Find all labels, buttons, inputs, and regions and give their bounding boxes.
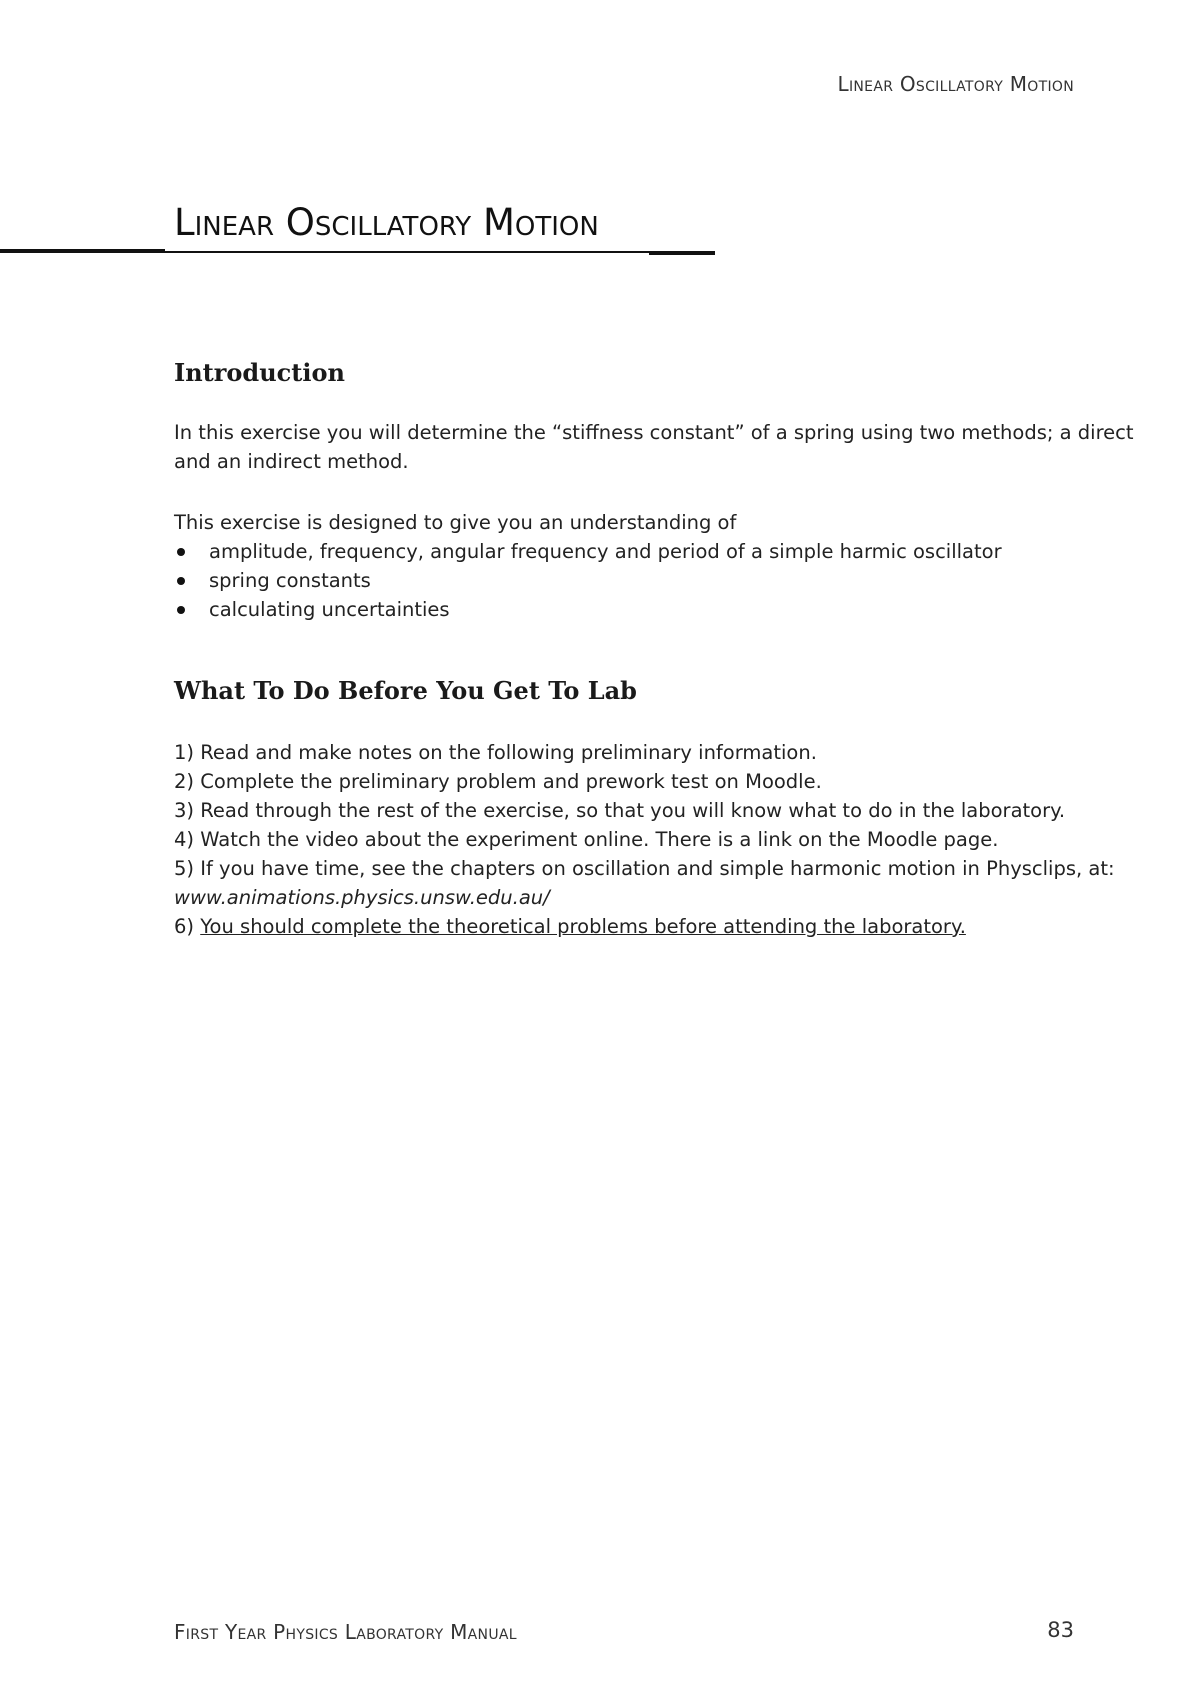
physclips-link[interactable]: www.animations.physics.unsw.edu.au/ <box>174 886 550 909</box>
list-item-text: spring constants <box>209 569 371 592</box>
bullet-icon <box>177 548 185 556</box>
list-item-text: amplitude, frequency, angular frequency and period of a simple harmic oscillator <box>209 540 1002 563</box>
before-lab-steps <box>174 738 1134 941</box>
list-item: 2) Complete the preliminary problem and prework test on Moodle. <box>174 770 822 793</box>
before-lab-heading: What To Do Before You Get To Lab <box>174 676 637 705</box>
title-rule-right <box>649 251 715 255</box>
objectives-list <box>174 537 1002 624</box>
list-item <box>174 854 1134 912</box>
list-item: 4) Watch the video about the experiment online. There is a link on the Moodle page. <box>174 828 999 851</box>
list-item <box>174 537 1002 566</box>
bullet-icon <box>177 577 185 585</box>
step-text-emphasis: You should complete the theoretical problems before attending the laboratory. <box>200 915 966 938</box>
list-item <box>174 595 1002 624</box>
bullet-icon <box>177 606 185 614</box>
introduction-lead: This exercise is designed to give you an understanding of <box>174 511 737 534</box>
introduction-paragraph: In this exercise you will determine the “stiffness constant” of a spring using two methods; a direct and an indirect method. <box>174 421 1134 473</box>
list-item-text: calculating uncertainties <box>209 598 450 621</box>
list-item: 3) Read through the rest of the exercise, so that you will know what to do in the laboratory. <box>174 799 1066 822</box>
list-item: 1) Read and make notes on the following preliminary information. <box>174 741 817 764</box>
page-number: 83 <box>1047 1618 1074 1642</box>
step-number: 6) <box>174 915 201 938</box>
running-header: Linear Oscillatory Motion <box>837 72 1074 96</box>
chapter-title: Linear Oscillatory Motion <box>174 201 599 244</box>
title-rule <box>0 251 714 253</box>
step-text: 5) If you have time, see the chapters on oscillation and simple harmonic motion in Physclips, at: <box>174 857 1115 880</box>
footer-manual-title: First Year Physics Laboratory Manual <box>174 1620 517 1644</box>
list-item <box>174 912 1134 941</box>
list-item <box>174 566 1002 595</box>
introduction-heading: Introduction <box>174 358 345 387</box>
